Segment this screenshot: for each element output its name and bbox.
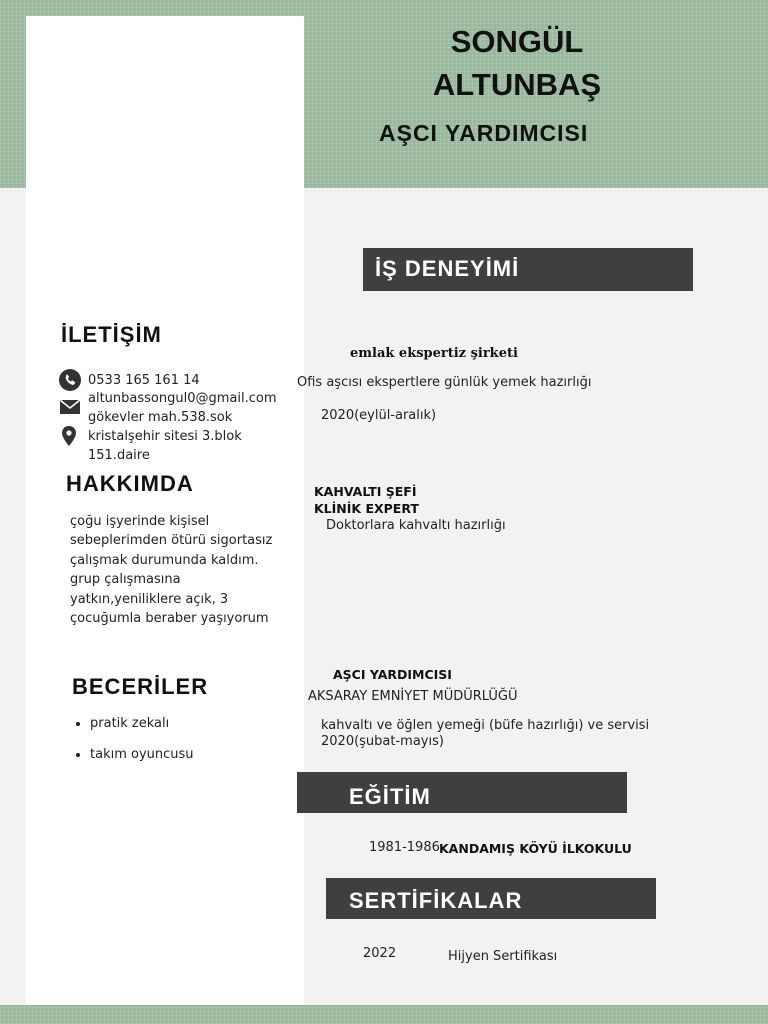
contact-heading: İLETİŞİM [61,322,162,347]
job2-company: KLİNİK EXPERT [314,501,419,516]
address-line-2: kristalşehir sitesi 3.blok [88,429,242,444]
name-last: ALTUNBAŞ [432,67,602,102]
job3-company: AKSARAY EMNİYET MÜDÜRLÜĞÜ [308,689,518,704]
about-heading: HAKKIMDA [66,471,194,496]
skill-item: • pratik zekalı [90,716,194,731]
skills-heading: BECERİLER [72,674,209,699]
job3-title: AŞCI YARDIMCISI [333,667,452,682]
job3-date: 2020(şubat-mayıs) [321,734,444,749]
location-pin-icon [58,425,80,447]
education-heading-bar [297,772,627,813]
education-school: KANDAMIŞ KÖYÜ İLKOKULU [439,841,632,856]
job2-title: KAHVALTI ŞEFİ [314,484,417,499]
address-line-1: gökevler mah.538.sok [88,410,233,425]
experience-heading-bar [363,248,693,291]
about-text: çoğu işyerinde kişisel sebeplerimden ötürü sigortasız çalışmak durumunda kaldım. grup çalışmasına yatkın,yeniliklere açık, 3 çocuğumla beraber yaşıyorum [70,514,273,627]
job1-company: emlak ekspertiz şirketi [350,346,518,361]
job-title: AŞCI YARDIMCISI [379,120,589,146]
footer-band [0,1005,768,1024]
experience-heading: İŞ DENEYİMİ [375,256,520,281]
phone-text: 0533 165 161 14 [88,373,200,388]
education-heading: EĞİTİM [349,784,431,809]
email-text: altunbassongul0@gmail.com [88,391,277,406]
job1-description: Ofis aşcısı ekspertlere günlük yemek hazırlığı [297,375,592,390]
job3-description: kahvaltı ve öğlen yemeği (büfe hazırlığı) ve servisi [321,718,650,733]
phone-icon [59,369,81,391]
education-years: 1981-1986 [369,840,440,855]
certificates-heading: SERTİFİKALAR [349,888,523,913]
mail-icon [59,396,81,418]
job2-description: Doktorlara kahvaltı hazırlığı [326,518,506,533]
skill-item: • takım oyuncusu [90,747,194,762]
job1-date: 2020(eylül-aralık) [321,408,437,423]
name-first: SONGÜL [450,24,584,59]
certificate-year: 2022 [363,946,397,961]
address-line-3: 151.daire [88,448,150,463]
skills-list [72,716,194,778]
sidebar-card [26,16,304,1005]
certificate-name: Hijyen Sertifikası [448,949,558,964]
certificates-heading-bar [326,878,656,919]
